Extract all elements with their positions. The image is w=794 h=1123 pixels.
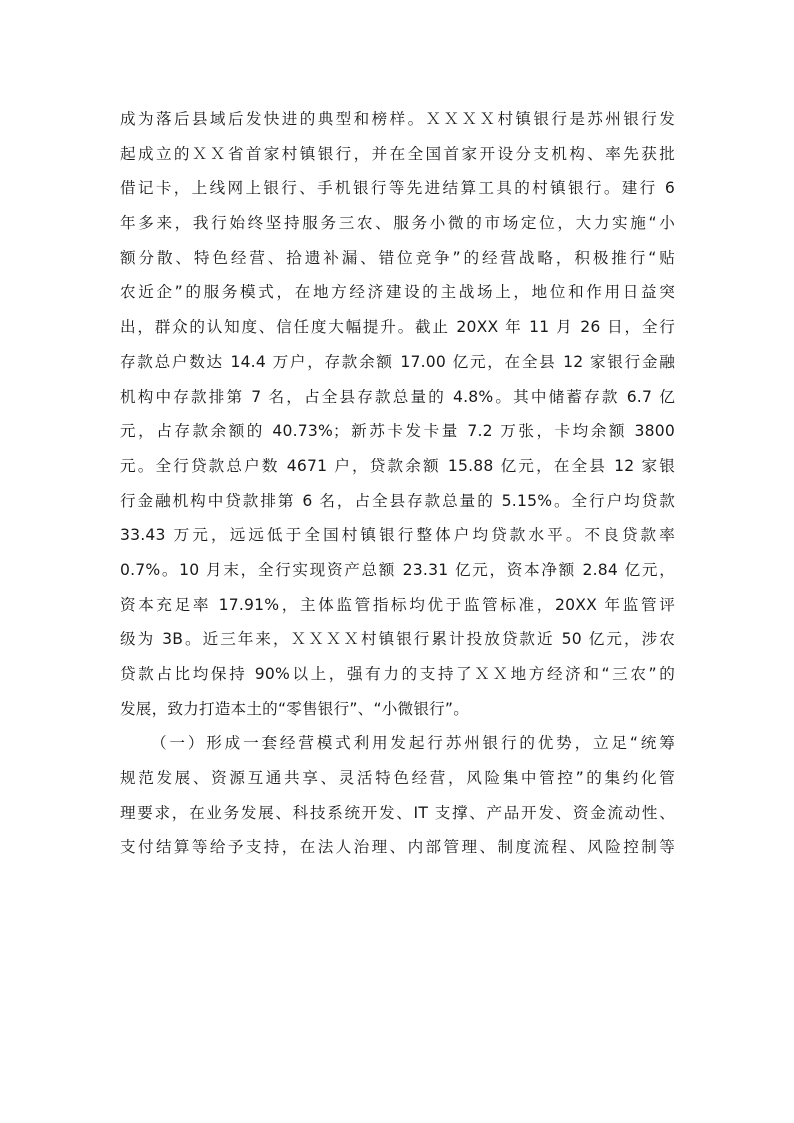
- text-line: 元。全行贷款总户数 4671 户，贷款余额 15.88 亿元，在全县 12 家银: [120, 456, 675, 475]
- text-line: 存款总户数达 14.4 万户，存款余额 17.00 亿元，在全县 12 家银行金融: [120, 352, 675, 371]
- text-line: 级为 3B。近三年来，ＸＸＸＸ村镇银行累计投放贷款近 50 亿元，涉农: [120, 630, 675, 649]
- text-line: 支付结算等给予支持，在法人治理、内部管理、制度流程、风险控制等: [120, 838, 675, 857]
- body-text: [120, 102, 675, 865]
- text-line: 机构中存款排第 7 名，占全县存款总量的 4.8%。其中储蓄存款 6.7 亿: [120, 387, 675, 406]
- text-line: 成为落后县域后发快进的典型和榜样。ＸＸＸＸ村镇银行是苏州银行发: [120, 110, 675, 128]
- text-line: 元，占存款余额的 40.73%；新苏卡发卡量 7.2 万张，卡均余额 3800: [120, 422, 675, 441]
- text-line: 借记卡，上线网上银行、手机银行等先进结算工具的村镇银行。建行 6: [120, 179, 675, 198]
- text-line: 出，群众的认知度、信任度大幅提升。截止 20XX 年 11 月 26 日，全行: [120, 318, 675, 337]
- text-line: 0.7%。10 月末，全行实现资产总额 23.31 亿元，资本净额 2.84 亿元，: [120, 560, 675, 579]
- text-line: 33.43 万元，远远低于全国村镇银行整体户均贷款水平。不良贷款率: [120, 526, 675, 545]
- text-line: 年多来，我行始终坚持服务三农、服务小微的市场定位，大力实施“小: [120, 214, 675, 233]
- text-line: 行金融机构中贷款排第 6 名，占全县存款总量的 5.15%。全行户均贷款: [120, 491, 675, 510]
- text-line: 起成立的ＸＸ省首家村镇银行，并在全国首家开设分支机构、率先获批: [120, 144, 675, 163]
- text-line-indented: （一）形成一套经营模式利用发起行苏州银行的优势，立足“统筹: [151, 734, 675, 753]
- text-line: 发展，致力打造本土的“零售银行”、“小微银行”。: [120, 699, 469, 718]
- text-line: 额分散、特色经营、拾遗补漏、错位竞争”的经营战略，积极推行“贴: [120, 248, 675, 267]
- text-line: 规范发展、资源互通共享、灵活特色经营，风险集中管控”的集约化管: [120, 769, 675, 788]
- text-line: 农近企”的服务模式，在地方经济建设的主战场上，地位和作用日益突: [120, 283, 675, 302]
- text-line: 贷款占比均保持 90%以上，强有力的支持了ＸＸ地方经济和“三农”的: [120, 665, 675, 683]
- text-line: 理要求，在业务发展、科技系统开发、IT 支撑、产品开发、资金流动性、: [120, 803, 675, 822]
- text-line: 资本充足率 17.91%，主体监管指标均优于监管标准，20XX 年监管评: [120, 595, 675, 614]
